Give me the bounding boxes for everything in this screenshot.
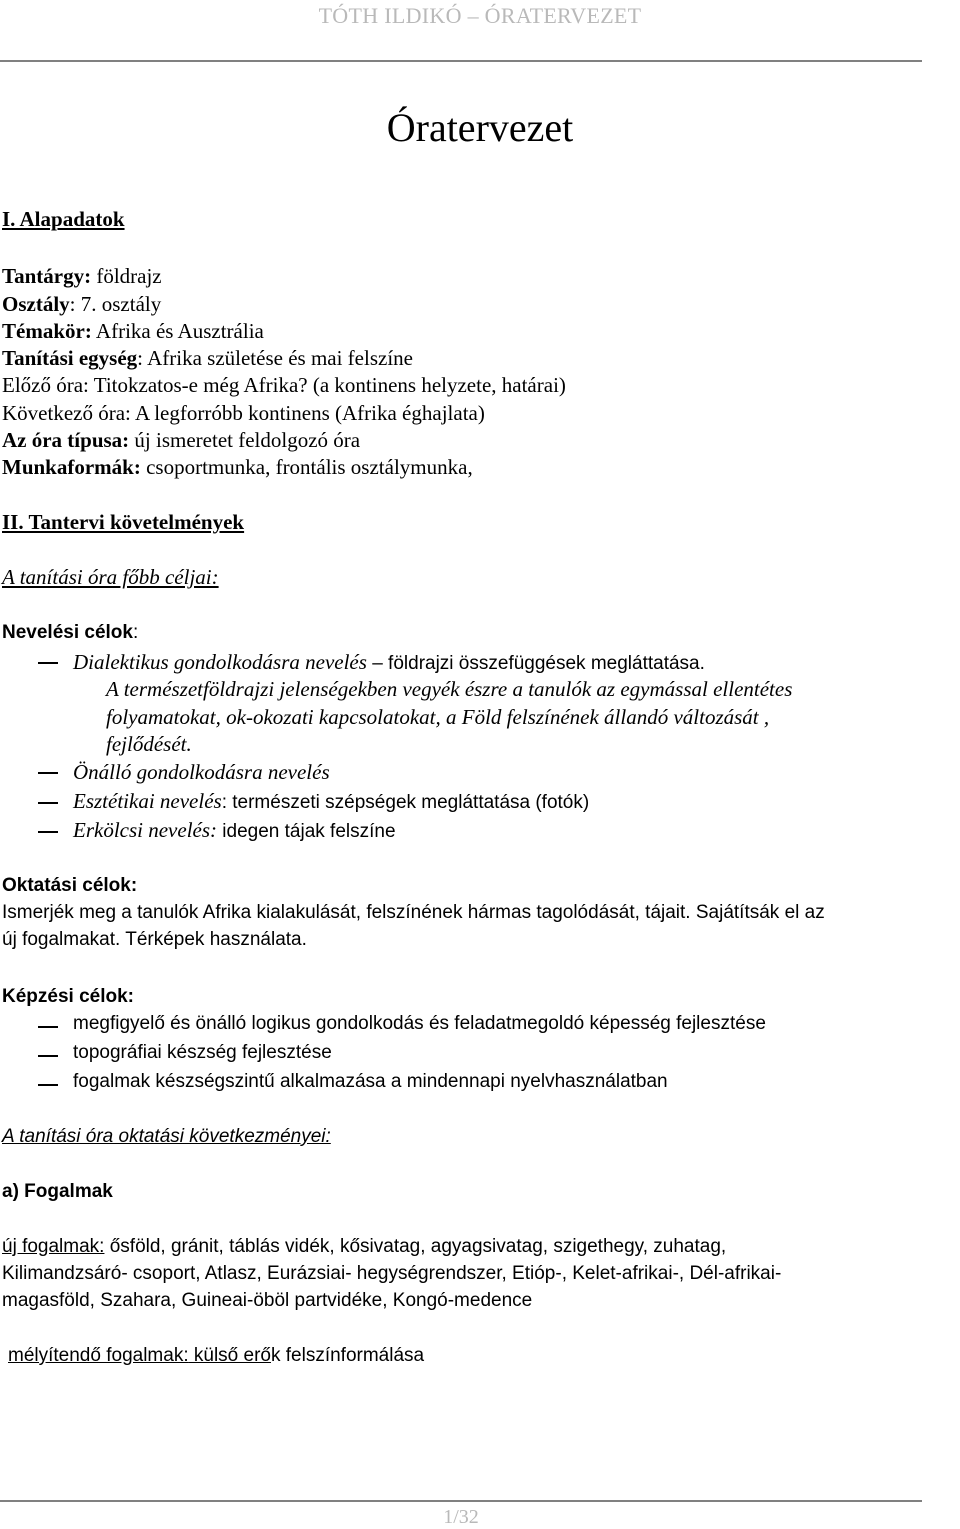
kepzesi-item: fogalmak készségszintű alkalmazása a mindennapi nyelvhasználatban [73, 1071, 668, 1092]
label-text: Nevelési célok [2, 622, 133, 643]
row-value: új ismeretet feldolgozó óra [129, 428, 361, 452]
bullet-dash [38, 802, 58, 804]
row-label: Tantárgy: [2, 264, 92, 288]
row-value: csoportmunka, frontális osztálymunka, [140, 455, 473, 479]
uj-fogalmak-text: ősföld, gránit, táblás vidék, kősivatag, agyagsivatag, szigethegy, zuhatag, [104, 1236, 727, 1257]
footer-divider [0, 1500, 922, 1502]
item-italic: Erkölcsi nevelés: [73, 818, 218, 842]
fogalmak-heading: a) Fogalmak [2, 1181, 113, 1202]
row-label: Munkaformák: [2, 455, 141, 479]
item-italic: Esztétikai nevelés [73, 789, 222, 813]
nevelesi-continuation-line: A természetföldrajzi jelenségekben vegyék észre a tanulók az egymással ellentétes [106, 677, 793, 701]
row-value: : 7. osztály [69, 292, 162, 316]
document-title: Óratervezet [386, 105, 574, 150]
melyitendo-rest: k felszínformálása [270, 1345, 425, 1366]
nevelesi-item-dialektikus [73, 650, 705, 675]
melyitendo-label: mélyítendő fogalmak: [8, 1345, 189, 1366]
nevelesi-item-erkolcsi [73, 818, 396, 843]
oktatasi-text-line: Ismerjék meg a tanulók Afrika kialakulását, felszínének hármas tagolódását, tájait. Sajátítsák el az [2, 902, 825, 923]
row-temakor [2, 319, 264, 344]
header-divider [0, 60, 922, 62]
uj-fogalmak-line: Kilimandzsáró- csoport, Atlasz, Eurázsiai- hegységrendszer, Etióp-, Kelet-afrikai-, Dél-afrikai- [2, 1263, 782, 1284]
kepzesi-item: topográfiai készség fejlesztése [73, 1042, 332, 1063]
label-suffix: : [132, 622, 139, 643]
uj-fogalmak-line [2, 1236, 726, 1258]
page-header: TÓTH ILDIKÓ – ÓRATERVEZET [318, 3, 642, 28]
item-rest: : természeti szépségek megláttatása (fotók) [221, 792, 590, 813]
item-italic: Dialektikus gondolkodásra nevelés [73, 650, 367, 674]
row-kovetkezo-ora [2, 401, 485, 426]
bullet-dash [38, 1026, 58, 1028]
row-value: Előző óra: Titokzatos-e még Afrika? (a kontinens helyzete, határai) [2, 373, 566, 397]
melyitendo-fogalmak-line [8, 1345, 424, 1367]
kepzesi-celok-label: Képzési célok: [2, 986, 134, 1007]
row-label: Osztály [2, 292, 70, 316]
page-number: 1/32 [443, 1506, 479, 1528]
oktatasi-celok-label: Oktatási célok: [2, 875, 138, 896]
section-heading-alapadatok: I. Alapadatok [2, 207, 125, 231]
nevelesi-continuation-line: fejlődését. [106, 732, 192, 756]
row-tantargy [2, 264, 162, 289]
bullet-dash [38, 1055, 58, 1057]
kepzesi-item: megfigyelő és önálló logikus gondolkodás és feladatmegoldó képesség fejlesztése [73, 1013, 766, 1034]
nevelesi-continuation-line: folyamatokat, ok-okozati kapcsolatokat, a Föld felszínének állandó változását , [106, 705, 770, 729]
nevelesi-item-onallo: Önálló gondolkodásra nevelés [73, 760, 330, 784]
section-heading-tantervi: II. Tantervi követelmények [2, 510, 245, 534]
uj-fogalmak-label: új fogalmak: [2, 1236, 105, 1257]
outcomes-heading: A tanítási óra oktatási következményei: [2, 1126, 331, 1147]
uj-fogalmak-line: magasföld, Szahara, Guineai-öböl partvidéke, Kongó-medence [2, 1290, 533, 1311]
item-rest: idegen tájak felszíne [217, 821, 396, 842]
nevelesi-item-esztetikai [73, 789, 589, 814]
goals-heading: A tanítási óra főbb céljai: [2, 565, 219, 589]
row-value: Afrika és Ausztrália [91, 319, 264, 343]
row-label: Az óra típusa: [2, 428, 130, 452]
melyitendo-underlined: külső erő [188, 1345, 271, 1366]
bullet-dash [38, 831, 58, 833]
nevelesi-celok-label [2, 622, 138, 644]
row-ora-tipusa [2, 428, 360, 453]
item-rest: – földrajzi összefüggések megláttatása. [366, 653, 705, 674]
row-value: : Afrika születése és mai felszíne [137, 346, 413, 370]
oktatasi-text-line: új fogalmakat. Térképek használata. [2, 929, 307, 950]
row-value: földrajz [91, 264, 162, 288]
row-value: Következő óra: A legforróbb kontinens (Afrika éghajlata) [2, 401, 485, 425]
bullet-dash [38, 772, 58, 774]
row-munkaformak [2, 455, 473, 480]
row-label: Témakör: [2, 319, 92, 343]
bullet-dash [38, 662, 58, 664]
bullet-dash [38, 1084, 58, 1086]
row-osztaly [2, 292, 161, 317]
row-elozo-ora [2, 373, 566, 398]
row-tanitasi-egyseg [2, 346, 413, 371]
row-label: Tanítási egység [2, 346, 138, 370]
